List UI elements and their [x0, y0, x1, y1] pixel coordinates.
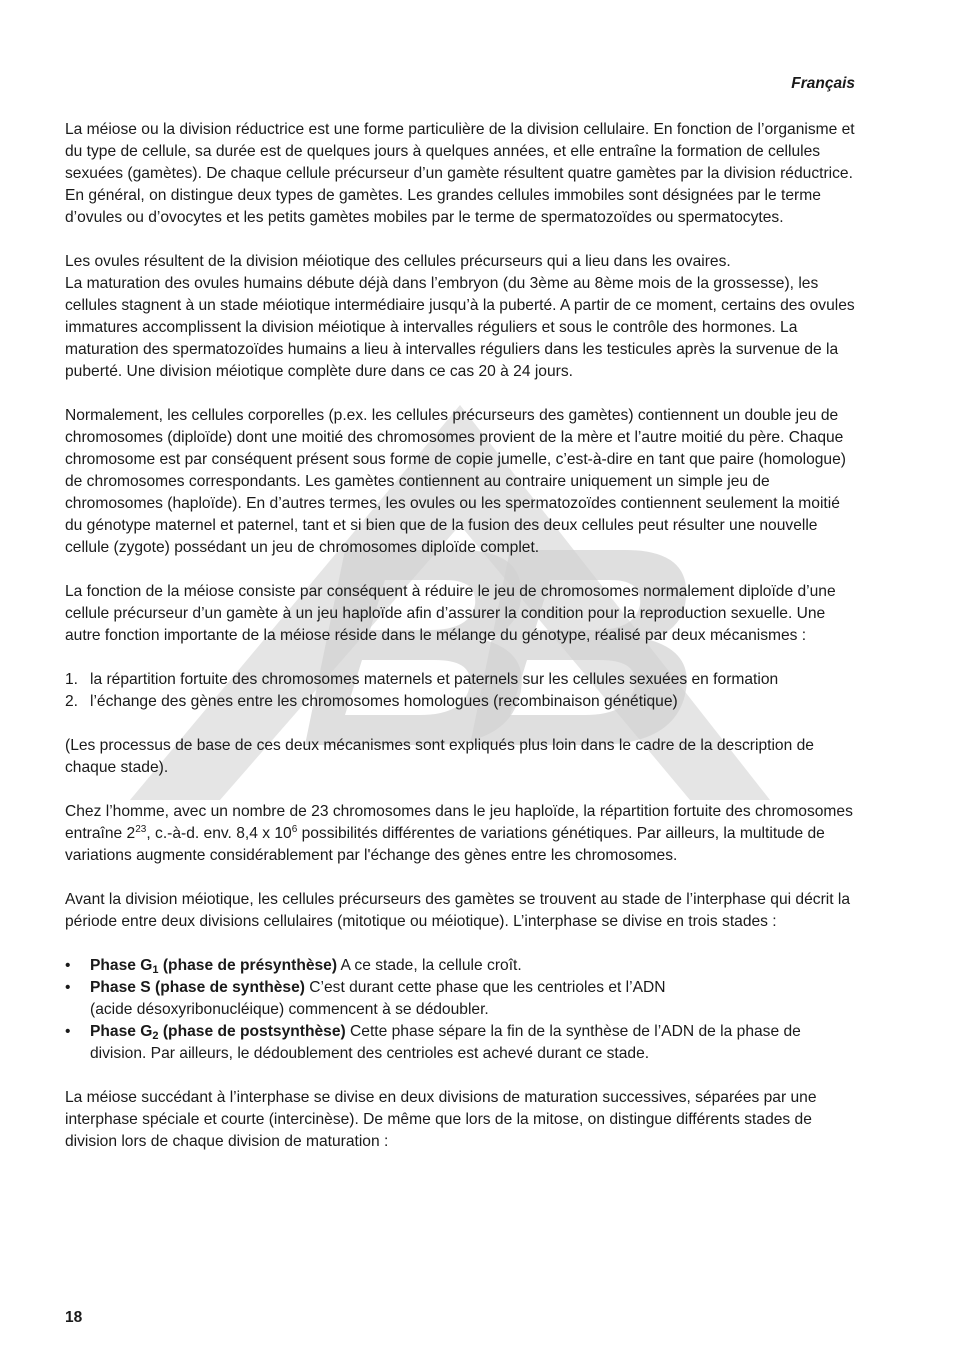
phase-g2-label: Phase G [90, 1023, 153, 1040]
phase-list [65, 955, 857, 1065]
bullet-icon: • [65, 1023, 71, 1040]
variations-text-end: possibilités différentes de variations génétiques. Par ailleurs, la multitude de variations augmente considérablement par l'échange des gènes entre les chromosomes. [65, 825, 825, 864]
variations-text-mid: , c.-à-d. env. 8,4 x 10 [146, 825, 292, 842]
phase-s-title: Phase S (phase de synthèse) [90, 979, 305, 996]
paragraph-ovules-line2: La maturation des ovules humains débute déjà dans l’embryon (du 3ème au 8ème mois de la grossesse), les cellules stagnent à un stade méiotique intermédiaire jusqu’à la puberté. A partir de ce moment, certains des ovules immatures accomplissent la division méiotique à intervalles réguliers et sous le contrôle des hormones. La maturation des spermatozoïdes humains a lieu à intervalles réguliers dans les testicules après la survenue de la puberté. Une division méiotique complète dure dans ce cas 20 à 24 jours. [65, 275, 855, 380]
paragraph-fonction: La fonction de la méiose consiste par conséquent à réduire le jeu de chromosomes normalement diploïde d’une cellule précurseur d’un gamète à un jeu haploïde afin d’assurer la condition pour la reproduction sexuelle. Une autre fonction importante de la méiose réside dans le mélange du génotype, réalisé par deux mécanismes : [65, 583, 836, 644]
paragraph-variations [65, 801, 857, 867]
list-item-phase-s [65, 977, 857, 1021]
phase-s-text-line2: (acide désoxyribonucléique) commencent à se dédoubler. [90, 1001, 489, 1018]
list-number: 1. [65, 671, 79, 688]
phase-g2-title [90, 1023, 346, 1040]
paragraph-meiose-divisions: La méiose succédant à l’interphase se divise en deux divisions de maturation successives, séparées par une interphase spéciale et courte (intercinèse). De même que lors de la mitose, on distingue différents stades de division lors de chaque division de maturation : [65, 1089, 817, 1150]
mechanism-list [65, 669, 857, 713]
list-item [65, 669, 857, 691]
phase-g1-title [90, 957, 337, 974]
paragraph-ovules [65, 251, 857, 383]
bullet-icon: • [65, 957, 71, 974]
exponent-6: 6 [291, 824, 298, 835]
list-item-phase-g2 [65, 1021, 857, 1065]
phase-g1-subscript: 1 [152, 964, 159, 976]
phase-g1-text: A ce stade, la cellule croît. [337, 957, 522, 974]
phase-g2-text: Cette phase sépare la fin de la synthèse de l’ADN de la phase de division. Par ailleurs, le dédoublement des centrioles est achevé durant ce stade. [90, 1023, 801, 1062]
paragraph-ovules-line1: Les ovules résultent de la division méiotique des cellules précurseurs qui a lieu dans les ovaires. [65, 253, 731, 270]
list-number: 2. [65, 693, 79, 710]
paragraph-chromosomes: Normalement, les cellules corporelles (p.ex. les cellules précurseurs des gamètes) contiennent un double jeu de chromosomes (diploïde) dont une moitié des chromosomes provient de la mère et l’autre moitié du père. Chaque chromosome est par conséquent présent sous forme de copie jumelle, c’est-à-dire en tant que paire (homologue) de chromosomes correspondants. Les gamètes contiennent au contraire uniquement un simple jeu de chromosomes (haploïde). En d’autres termes, les ovules ou les spermatozoïdes contiennent seulement la moitié du génotype maternel et paternel, tant et si bien que de la fusion des deux cellules peut résulter une nouvelle cellule (zygote) possédant un jeu de chromosomes diploïde complet. [65, 407, 846, 556]
variations-text-start: Chez l’homme, avec un nombre de 23 chromosomes dans le jeu haploïde, la répartition fortuite des chromosomes entraîne 2 [65, 803, 853, 842]
phase-s-text-line1: C’est durant cette phase que les centrioles et l’ADN [304, 979, 666, 996]
list-text: la répartition fortuite des chromosomes maternels et paternels sur les cellules sexuées en formation [90, 671, 779, 688]
paragraph-processus: (Les processus de base de ces deux mécanismes sont expliqués plus loin dans le cadre de la description de chaque stade). [65, 737, 814, 776]
phase-g1-label: Phase G [90, 957, 153, 974]
phase-g2-paren: (phase de postsynthèse) [158, 1023, 346, 1040]
language-header: Français [791, 75, 855, 92]
exponent-23: 23 [135, 824, 147, 835]
paragraph-meiose-intro: La méiose ou la division réductrice est une forme particulière de la division cellulaire. En fonction de l’organisme et du type de cellule, sa durée est de quelques jours à quelques années, et elle entraîne la formation de cellules sexuées (gamètes). De chaque cellule précurseur d’un gamète résultent quatre gamètes par la division réductrice. En général, on distingue deux types de gamètes. Les grandes cellules immobiles sont désignées par le terme d’ovules ou d’ovocytes et les petits gamètes mobiles par le terme de spermatozoïdes ou spermatocytes. [65, 121, 855, 226]
page-number: 18 [65, 1309, 83, 1326]
list-item [65, 691, 857, 713]
bullet-icon: • [65, 979, 71, 996]
main-content [65, 119, 857, 1175]
phase-g2-subscript: 2 [152, 1030, 159, 1042]
list-item-phase-g1 [65, 955, 857, 977]
paragraph-interphase: Avant la division méiotique, les cellules précurseurs des gamètes se trouvent au stade de l’interphase qui décrit la période entre deux divisions cellulaires (mitotique ou méiotique). L’interphase se divise en trois stades : [65, 891, 851, 930]
phase-g1-paren: (phase de présynthèse) [158, 957, 338, 974]
list-text: l’échange des gènes entre les chromosomes homologues (recombinaison génétique) [90, 693, 678, 710]
